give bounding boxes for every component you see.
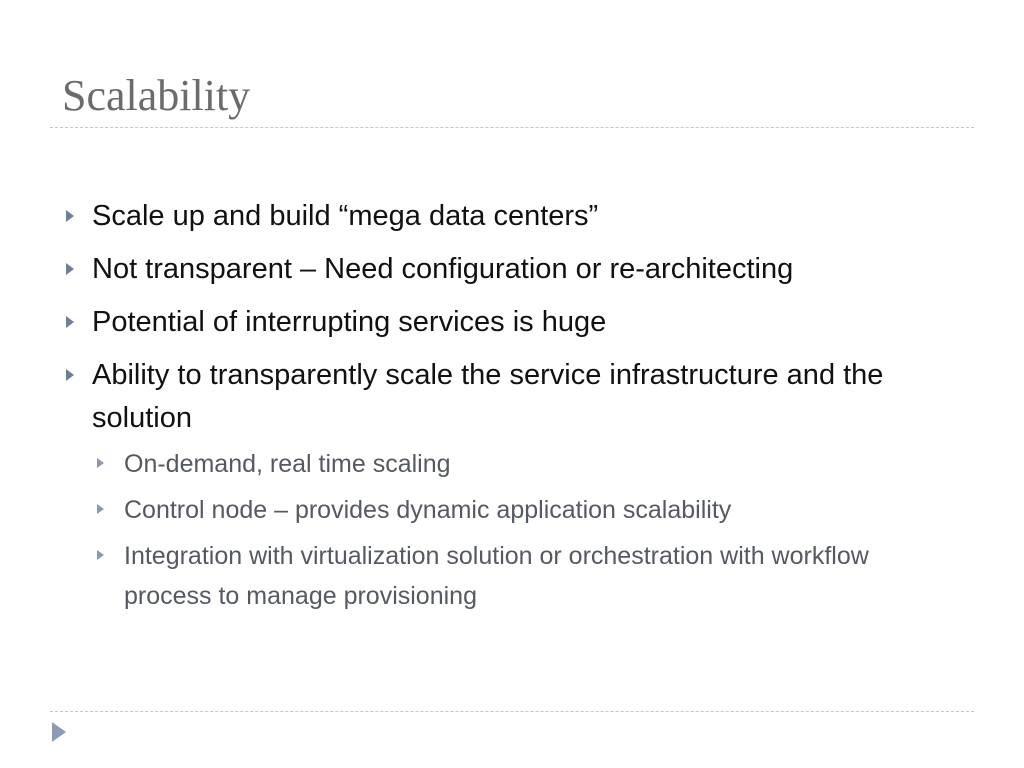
- triangle-right-icon: [66, 263, 74, 275]
- bullet-text: Not transparent – Need configuration or re-architecting: [92, 253, 794, 285]
- triangle-right-icon: [66, 210, 74, 222]
- bullet-text: Potential of interrupting services is huge: [92, 306, 607, 338]
- bullet-item: [62, 354, 962, 440]
- next-slide-arrow-icon[interactable]: [52, 722, 66, 742]
- sub-bullet-item: [93, 536, 962, 616]
- sub-bullet-text: On-demand, real time scaling: [124, 450, 451, 478]
- title-divider: [50, 127, 974, 128]
- sub-bullet-text: Control node – provides dynamic application scalability: [124, 496, 732, 524]
- bullet-text: Scale up and build “mega data centers”: [92, 200, 599, 232]
- triangle-right-icon: [66, 369, 74, 381]
- sub-bullet-item: [93, 490, 962, 530]
- footer-divider: [50, 711, 974, 712]
- sub-bullet-text: Integration with virtualization solution or orchestration with workflow process to manage provisioning: [124, 542, 869, 610]
- triangle-right-icon: [97, 504, 104, 514]
- triangle-right-icon: [66, 316, 74, 328]
- triangle-right-icon: [97, 458, 104, 468]
- bullet-item: [62, 248, 962, 291]
- triangle-right-icon: [97, 550, 104, 560]
- slide-title: Scalability: [62, 71, 251, 120]
- sub-bullet-item: [93, 444, 962, 484]
- bullet-text: Ability to transparently scale the service infrastructure and the solution: [92, 359, 884, 434]
- bullet-list: [62, 195, 962, 622]
- bullet-item: [62, 195, 962, 238]
- bullet-item: [62, 301, 962, 344]
